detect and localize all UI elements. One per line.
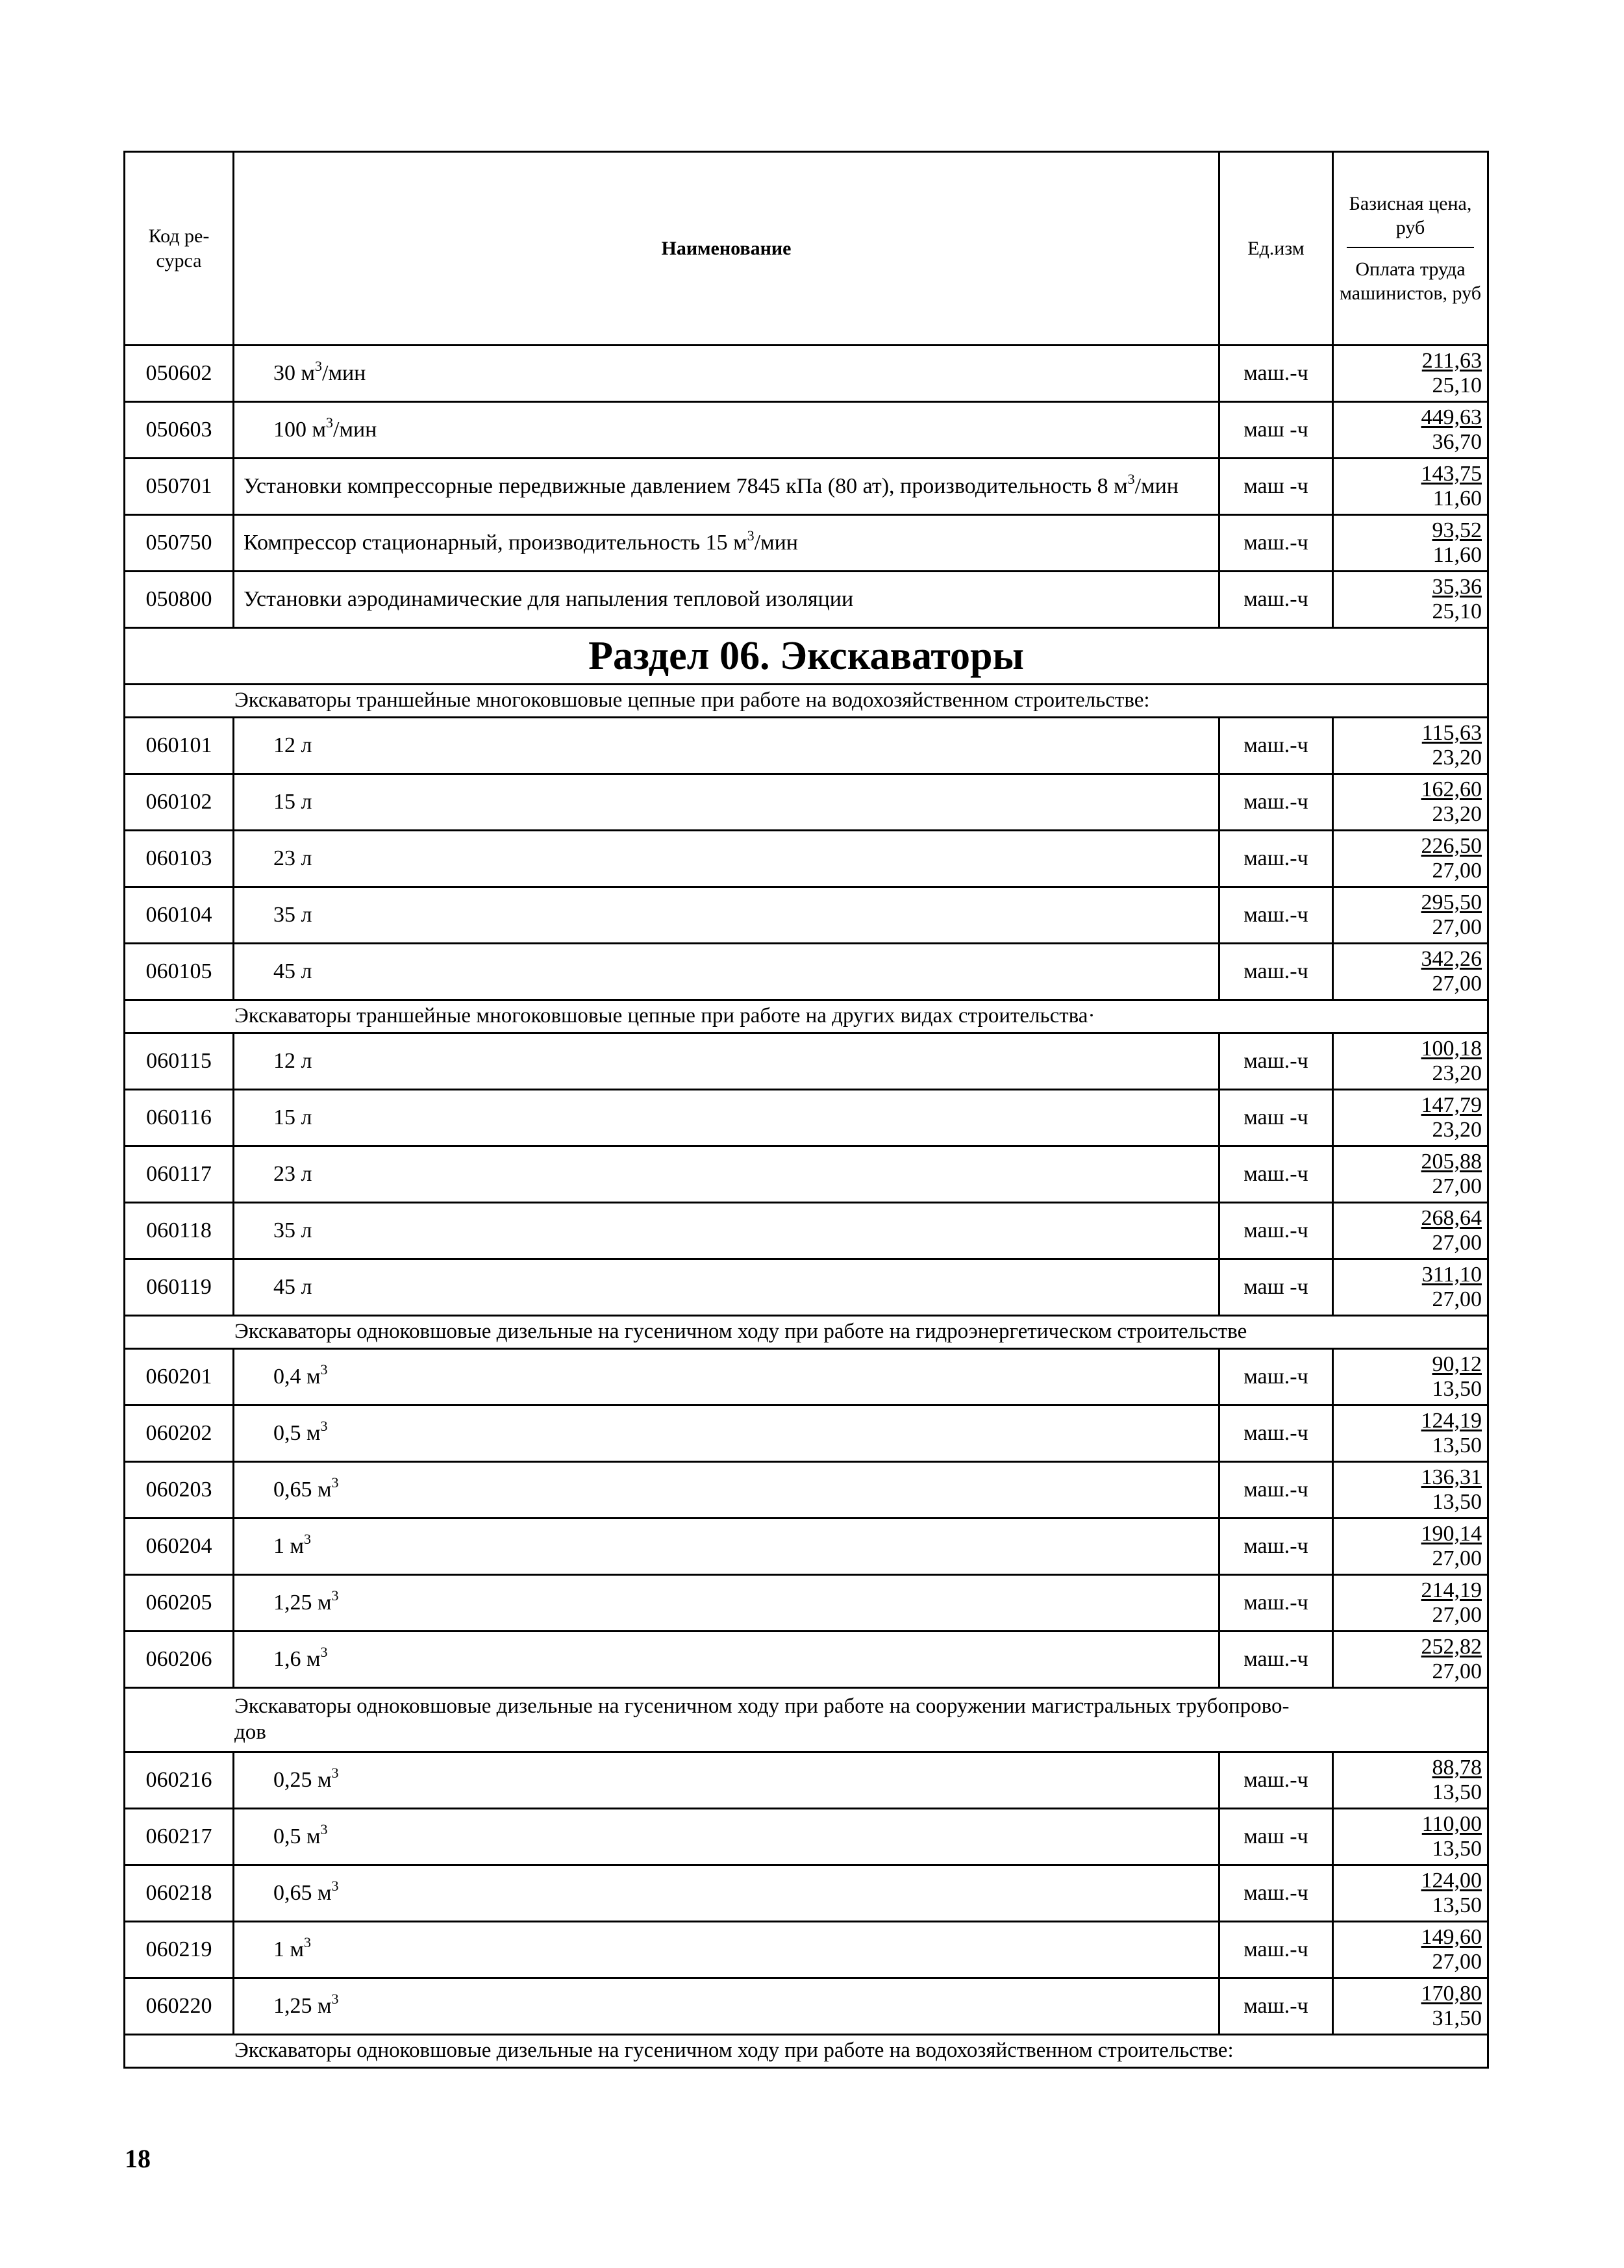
table-row [125,1809,1488,1865]
base-price: 190,14 [1421,1521,1482,1546]
resource-code: 060204 [125,1518,234,1575]
operator-labor-cost: 27,00 [1432,972,1482,996]
table-row [125,1518,1488,1575]
resource-code: 060119 [125,1259,234,1316]
operator-labor-cost: 23,20 [1432,802,1482,826]
price-cell [1333,1518,1488,1575]
operator-labor-cost: 27,00 [1432,1659,1482,1683]
price-cell [1333,1462,1488,1518]
resource-name: 0,4 $м^3$ [234,1349,1219,1405]
table-row [125,774,1488,831]
resource-name: Компрессор стационарный, производительность 15 $м^3$/мин [234,515,1219,572]
resource-code: 060104 [125,887,234,944]
price-cell [1333,944,1488,1000]
table-row [125,515,1488,572]
base-price: 124,19 [1421,1408,1482,1433]
operator-labor-cost: 27,00 [1432,915,1482,939]
resource-name: 45 л [234,944,1219,1000]
resource-name: 1,25 $м^3$ [234,1575,1219,1632]
operator-labor-cost: 23,20 [1432,746,1482,770]
resource-name: 12 л [234,718,1219,774]
unit: маш.-ч [1219,944,1333,1000]
unit: маш.-ч [1219,1632,1333,1688]
resource-name: 35 л [234,1203,1219,1259]
table-row [125,1575,1488,1632]
resource-code: 060105 [125,944,234,1000]
price-cell [1333,1259,1488,1316]
resource-name: 45 л [234,1259,1219,1316]
price-cell [1333,1575,1488,1632]
price-cell [1333,1033,1488,1090]
resource-code: 060103 [125,831,234,887]
table-row [125,1462,1488,1518]
unit: маш -ч [1219,459,1333,515]
operator-labor-cost: 13,50 [1432,1893,1482,1917]
unit: маш.-ч [1219,1349,1333,1405]
operator-labor-cost: 23,20 [1432,1118,1482,1142]
unit: маш.-ч [1219,1752,1333,1809]
resource-name: 30 $м^3$/мин [234,346,1219,402]
table-row [125,831,1488,887]
resource-code: 060203 [125,1462,234,1518]
price-table [123,151,1489,2069]
price-cell [1333,774,1488,831]
operator-labor-cost: 13,50 [1432,1780,1482,1804]
unit: маш.-ч [1219,515,1333,572]
base-price: 110,00 [1421,1811,1482,1836]
price-cell [1333,515,1488,572]
resource-name: 15 л [234,1090,1219,1146]
resource-name: 0,5 $м^3$ [234,1405,1219,1462]
page-number: 18 [125,2144,151,2173]
operator-labor-cost: 13,50 [1432,1377,1482,1401]
price-cell [1333,718,1488,774]
resource-name: 100 $м^3$/мин [234,402,1219,459]
unit: маш.-ч [1219,718,1333,774]
price-cell [1333,1349,1488,1405]
price-cell [1333,1752,1488,1809]
unit: маш.-ч [1219,1033,1333,1090]
base-price: 226,50 [1421,833,1482,858]
resource-name: 0,25 $м^3$ [234,1752,1219,1809]
base-price: 342,26 [1421,946,1482,971]
group-heading-row [125,1316,1488,1349]
table-row [125,346,1488,402]
operator-labor-cost: 27,00 [1432,1603,1482,1627]
base-price: 143,75 [1421,461,1482,486]
resource-name: 1,6 $м^3$ [234,1632,1219,1688]
resource-code: 060118 [125,1203,234,1259]
group-heading-row [125,1688,1488,1752]
operator-labor-cost: 25,10 [1432,599,1482,624]
group-title: Экскаваторы траншейные многоковшовые цепные при работе на водохозяйственном строительстве: [125,685,1488,718]
resource-code: 050800 [125,572,234,628]
resource-name: 1,25 $м^3$ [234,1978,1219,2035]
base-price: 35,36 [1432,574,1482,599]
unit: маш -ч [1219,1809,1333,1865]
operator-labor-cost: 11,60 [1432,543,1482,567]
base-price: 162,60 [1421,777,1482,801]
base-price: 93,52 [1432,518,1482,542]
unit: маш.-ч [1219,572,1333,628]
unit: маш -ч [1219,402,1333,459]
resource-code: 060101 [125,718,234,774]
resource-name: 23 л [234,1146,1219,1203]
resource-name: 15 л [234,774,1219,831]
operator-labor-cost: 27,00 [1432,1174,1482,1198]
price-cell [1333,1405,1488,1462]
price-cell [1333,1090,1488,1146]
resource-name: 0,65 $м^3$ [234,1865,1219,1922]
operator-labor-cost: 36,70 [1432,430,1482,454]
resource-code: 060116 [125,1090,234,1146]
operator-labor-cost: 25,10 [1432,373,1482,397]
table-row [125,1090,1488,1146]
resource-code: 060117 [125,1146,234,1203]
header-price-top: Базисная цена, руб [1347,192,1474,248]
price-cell [1333,459,1488,515]
table-row [125,572,1488,628]
resource-code: 060219 [125,1922,234,1978]
resource-name: Установки аэродинамические для напыления тепловой изоляции [234,572,1219,628]
base-price: 295,50 [1421,890,1482,914]
price-cell [1333,887,1488,944]
resource-name: 23 л [234,831,1219,887]
unit: маш.-ч [1219,1575,1333,1632]
base-price: 115,63 [1421,720,1482,745]
base-price: 170,80 [1421,1981,1482,2006]
resource-code: 060115 [125,1033,234,1090]
unit: маш.-ч [1219,1518,1333,1575]
operator-labor-cost: 23,20 [1432,1061,1482,1085]
price-cell [1333,1809,1488,1865]
unit: маш.-ч [1219,1922,1333,1978]
unit: маш.-ч [1219,1146,1333,1203]
base-price: 124,00 [1421,1868,1482,1893]
unit: маш.-ч [1219,346,1333,402]
operator-labor-cost: 13,50 [1432,1837,1482,1861]
resource-name: 0,65 $м^3$ [234,1462,1219,1518]
resource-code: 060220 [125,1978,234,2035]
table-row [125,1922,1488,1978]
price-cell [1333,831,1488,887]
table-body [125,346,1488,2068]
base-price: 147,79 [1421,1092,1482,1117]
base-price: 205,88 [1421,1149,1482,1174]
resource-code: 060217 [125,1809,234,1865]
section-title: Раздел 06. Экскаваторы [125,628,1488,685]
base-price: 449,63 [1421,405,1482,429]
base-price: 252,82 [1421,1634,1482,1659]
operator-labor-cost: 27,00 [1432,859,1482,883]
resource-name: 1 $м^3$ [234,1518,1219,1575]
base-price: 136,31 [1421,1465,1482,1489]
price-cell [1333,1203,1488,1259]
table-row [125,1033,1488,1090]
unit: маш.-ч [1219,774,1333,831]
unit: маш.-ч [1219,1978,1333,2035]
resource-code: 050602 [125,346,234,402]
price-cell [1333,1922,1488,1978]
price-cell [1333,1978,1488,2035]
group-title: Экскаваторы одноковшовые дизельные на гусеничном ходу при работе на гидроэнергетическом строительстве [125,1316,1488,1349]
unit: маш.-ч [1219,831,1333,887]
resource-code: 050750 [125,515,234,572]
table-row [125,1865,1488,1922]
section-heading-row [125,628,1488,685]
table-row [125,718,1488,774]
base-price: 214,19 [1421,1578,1482,1602]
resource-code: 060102 [125,774,234,831]
price-cell [1333,402,1488,459]
group-title: Экскаваторы одноковшовые дизельные на гусеничном ходу при работе на сооружении магистральных трубопрово- дов [125,1688,1488,1752]
operator-labor-cost: 11,60 [1432,486,1482,510]
unit: маш -ч [1219,1090,1333,1146]
group-heading-row [125,1000,1488,1033]
base-price: 211,63 [1421,348,1482,373]
base-price: 88,78 [1432,1755,1482,1780]
resource-code: 060205 [125,1575,234,1632]
base-price: 90,12 [1432,1352,1482,1376]
table-row [125,1259,1488,1316]
table-row [125,887,1488,944]
table-row [125,1978,1488,2035]
group-heading-row [125,2035,1488,2068]
group-heading-row [125,685,1488,718]
group-title: Экскаваторы одноковшовые дизельные на гусеничном ходу при работе на водохозяйственном строительстве: [125,2035,1488,2068]
unit: маш.-ч [1219,887,1333,944]
table-row [125,1203,1488,1259]
base-price: 149,60 [1421,1924,1482,1949]
table-row [125,1349,1488,1405]
table-row [125,402,1488,459]
price-cell [1333,1632,1488,1688]
price-cell [1333,1865,1488,1922]
base-price: 268,64 [1421,1205,1482,1230]
table-row [125,1405,1488,1462]
table-header-row [125,152,1488,346]
unit: маш.-ч [1219,1203,1333,1259]
table-row [125,1632,1488,1688]
operator-labor-cost: 27,00 [1432,1546,1482,1570]
resource-code: 060216 [125,1752,234,1809]
header-name: Наименование [234,152,1219,346]
resource-name: 0,5 $м^3$ [234,1809,1219,1865]
resource-code: 060202 [125,1405,234,1462]
resource-code: 060206 [125,1632,234,1688]
resource-name: 1 $м^3$ [234,1922,1219,1978]
header-unit: Ед.изм [1219,152,1333,346]
operator-labor-cost: 27,00 [1432,1231,1482,1255]
operator-labor-cost: 13,50 [1432,1490,1482,1514]
resource-name: 12 л [234,1033,1219,1090]
group-title: Экскаваторы траншейные многоковшовые цепные при работе на других видах строительства· [125,1000,1488,1033]
resource-name: 35 л [234,887,1219,944]
table-row [125,459,1488,515]
header-price [1333,152,1488,346]
operator-labor-cost: 27,00 [1432,1950,1482,1974]
resource-name: Установки компрессорные передвижные давлением 7845 кПа (80 ат), производительность 8 $м^3$/мин [234,459,1219,515]
base-price: 100,18 [1421,1036,1482,1061]
table-row [125,1146,1488,1203]
operator-labor-cost: 31,50 [1432,2006,1482,2030]
unit: маш.-ч [1219,1405,1333,1462]
resource-code: 060201 [125,1349,234,1405]
header-price-bottom: Оплата труда машинистов, руб [1339,258,1482,304]
unit: маш.-ч [1219,1462,1333,1518]
unit: маш.-ч [1219,1865,1333,1922]
table-row [125,1752,1488,1809]
resource-code: 050701 [125,459,234,515]
operator-labor-cost: 13,50 [1432,1433,1482,1457]
unit: маш -ч [1219,1259,1333,1316]
price-cell [1333,1146,1488,1203]
header-code: Код ре- сурса [125,152,234,346]
price-cell [1333,346,1488,402]
price-cell [1333,572,1488,628]
resource-code: 050603 [125,402,234,459]
table-row [125,944,1488,1000]
base-price: 311,10 [1421,1262,1482,1287]
resource-code: 060218 [125,1865,234,1922]
operator-labor-cost: 27,00 [1432,1287,1482,1311]
